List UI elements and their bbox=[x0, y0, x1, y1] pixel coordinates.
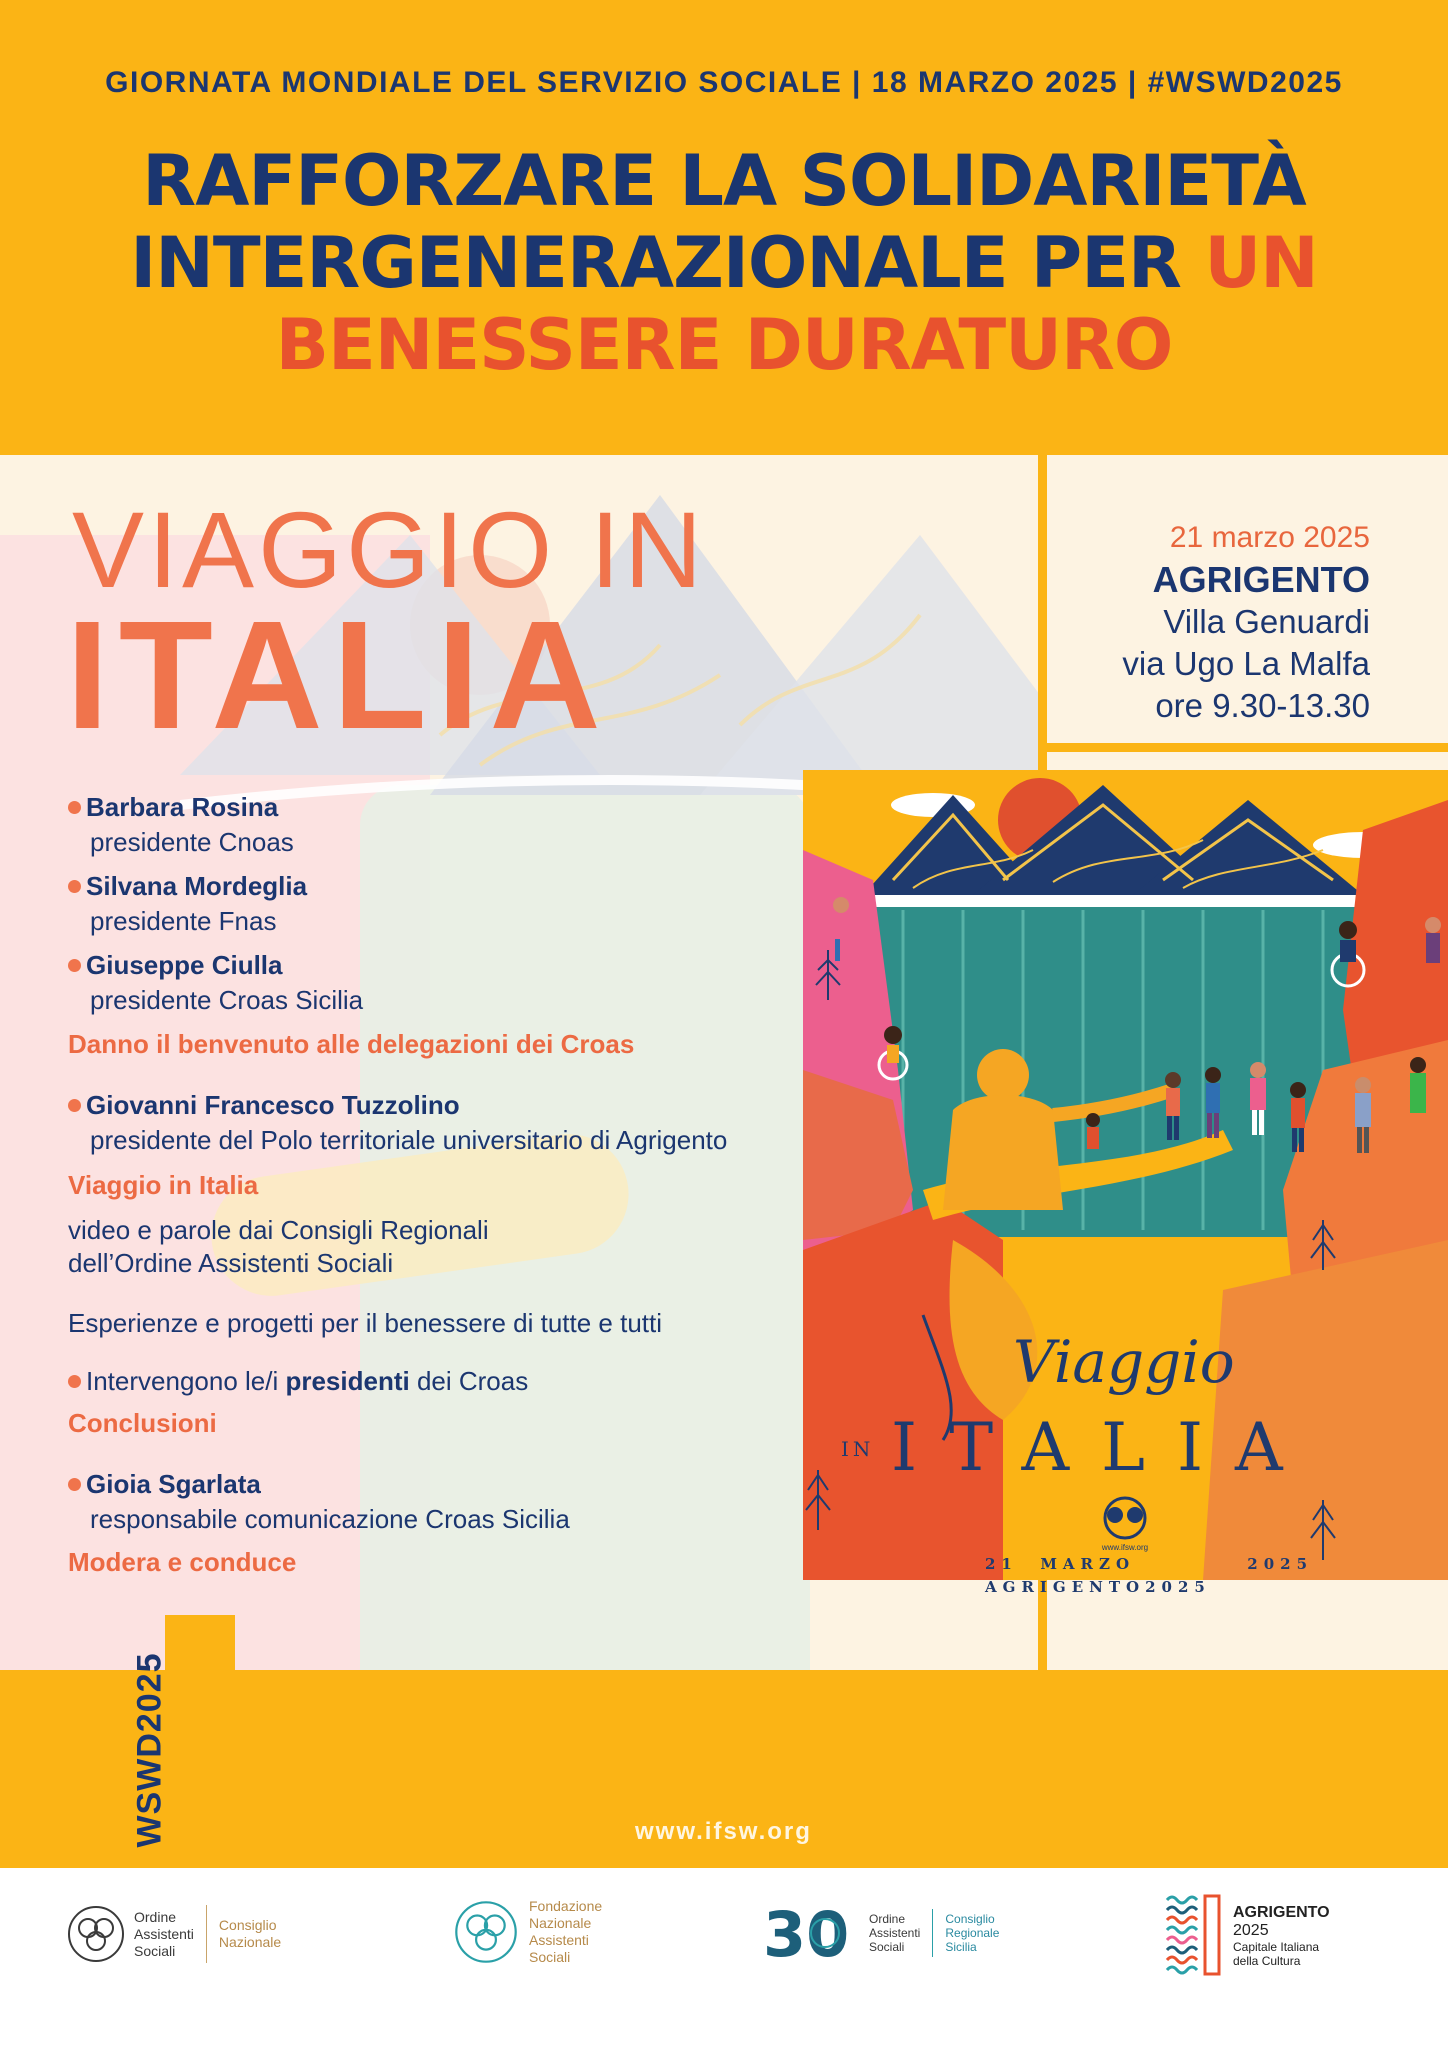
bullet-dot bbox=[68, 959, 81, 972]
logo-croas-sub3: Sicilia bbox=[945, 1940, 977, 1954]
title-line-2 bbox=[0, 222, 1448, 304]
bullet-dot bbox=[68, 880, 81, 893]
ifsw-url[interactable]: www.ifsw.org bbox=[635, 1818, 812, 1845]
header-tagline: GIORNATA MONDIALE DEL SERVIZIO SOCIALE | 18 MARZO 2025 | #WSWD2025 bbox=[105, 66, 1343, 99]
logo-cnoas-sub2: Nazionale bbox=[218, 1934, 282, 1950]
logo-cnoas-line3: Sociali bbox=[134, 1942, 176, 1959]
cover-in: IN bbox=[841, 1437, 875, 1461]
logo-cnoas-line1: Ordine bbox=[134, 1908, 177, 1925]
section-viaggio: Viaggio in Italia bbox=[68, 1170, 259, 1200]
knot-teal-icon bbox=[453, 1899, 519, 1965]
logo-agrigento-2025 bbox=[1165, 1894, 1330, 1976]
speaker-4-name: Giovanni Francesco Tuzzolino bbox=[86, 1090, 460, 1120]
bullet-dot bbox=[68, 1099, 81, 1112]
logo-fnas-line1: Fondazione bbox=[529, 1898, 603, 1914]
logo-croas-sub1: Consiglio bbox=[945, 1912, 995, 1926]
speaker-4-role: presidente del Polo territoriale universitario di Agrigento bbox=[90, 1125, 728, 1155]
logo-30-number: 30 bbox=[763, 1898, 850, 1968]
bullet-dot bbox=[68, 801, 81, 814]
logo-separator bbox=[932, 1909, 933, 1957]
presidents-bold: presidenti bbox=[285, 1366, 410, 1396]
event-date: 21 marzo 2025 bbox=[1169, 521, 1370, 554]
logo-croas-line2: Assistenti bbox=[869, 1926, 921, 1940]
header-banner bbox=[0, 0, 1448, 455]
logo-fnas bbox=[453, 1898, 602, 1966]
logo-croas-sub bbox=[945, 1912, 999, 1954]
speaker-2 bbox=[68, 869, 307, 903]
bullet-dot bbox=[68, 1478, 81, 1491]
hero-italia: ITALIA bbox=[66, 589, 611, 761]
speaker-3-role: presidente Croas Sicilia bbox=[90, 985, 364, 1015]
welcome-caption: Danno il benvenuto alle delegazioni dei Croas bbox=[68, 1029, 635, 1059]
footer-logos bbox=[0, 1868, 1448, 2048]
logo-agrigento-line1: AGRIGENTO bbox=[1233, 1903, 1330, 1921]
speaker-5-role: responsabile comunicazione Croas Sicilia bbox=[90, 1504, 570, 1534]
speaker-5 bbox=[68, 1467, 261, 1501]
experiences-text: Esperienze e progetti per il benessere di tutte e tutti bbox=[68, 1308, 663, 1338]
event-venue: Villa Genuardi bbox=[1163, 603, 1370, 640]
cover-place-line: AGRIGENTO2025 bbox=[985, 1578, 1211, 1596]
logo-fnas-text bbox=[529, 1898, 602, 1966]
main-section bbox=[0, 455, 1448, 1670]
logo-cnoas-sub1: Consiglio bbox=[218, 1917, 277, 1933]
agrigento-pattern-icon bbox=[1165, 1894, 1223, 1976]
band-vertical-tab bbox=[165, 1615, 235, 1865]
logo-fnas-line3: Assistenti bbox=[529, 1932, 589, 1948]
logo-agrigento-line3: Capitale Italiana bbox=[1233, 1939, 1320, 1954]
logo-cnoas bbox=[66, 1904, 281, 1964]
logo-agrigento-line2: 2025 bbox=[1233, 1921, 1269, 1939]
logo-cnoas-line2: Assistenti bbox=[134, 1925, 194, 1942]
event-address: via Ugo La Malfa bbox=[1122, 645, 1370, 682]
logo-croas-line3: Sociali bbox=[869, 1940, 905, 1954]
hero-viaggio-in: VIAGGIO IN bbox=[72, 489, 707, 610]
cover-date-line: 21 MARZO 2025 bbox=[985, 1555, 1314, 1573]
title-line-3: BENESSERE DURATURO bbox=[275, 304, 1173, 386]
band-divider bbox=[1038, 1670, 1047, 1868]
speaker-3-name: Giuseppe Ciulla bbox=[86, 950, 283, 980]
horizontal-divider bbox=[1047, 743, 1448, 752]
conclusions-caption: Conclusioni bbox=[68, 1408, 217, 1438]
cover-text-layer bbox=[803, 770, 1448, 1580]
speaker-3 bbox=[68, 948, 283, 982]
cover-artwork bbox=[803, 770, 1448, 1580]
speaker-2-role: presidente Fnas bbox=[90, 906, 277, 936]
presidents-pre: Intervengono le/i bbox=[86, 1366, 286, 1396]
logo-croas-text bbox=[869, 1912, 920, 1954]
moderator-caption: Modera e conduce bbox=[68, 1547, 297, 1577]
video-line-1: video e parole dai Consigli Regionali bbox=[68, 1215, 489, 1245]
speaker-1-role: presidente Cnoas bbox=[90, 827, 294, 857]
cover-italia: ITALIA bbox=[891, 1409, 1315, 1486]
speaker-1 bbox=[68, 790, 278, 824]
bullet-dot bbox=[68, 1375, 81, 1388]
anniversary-30-icon bbox=[763, 1898, 863, 1968]
logo-croas-sub2: Regionale bbox=[945, 1926, 1000, 1940]
event-city: AGRIGENTO bbox=[1152, 559, 1370, 600]
logo-croas-line1: Ordine bbox=[869, 1912, 906, 1926]
logo-fnas-line2: Nazionale bbox=[529, 1915, 592, 1931]
logo-fnas-line4: Sociali bbox=[529, 1949, 571, 1965]
logo-agrigento-line4: della Cultura bbox=[1233, 1953, 1301, 1968]
event-time: ore 9.30-13.30 bbox=[1155, 687, 1370, 724]
page-title bbox=[0, 140, 1448, 386]
hashtag-vertical: WSWD2025 bbox=[130, 1652, 169, 1848]
title-line-2-main: INTERGENERAZIONALE PER bbox=[130, 222, 1205, 304]
cover-ifsw-url: www.ifsw.org bbox=[1101, 1543, 1149, 1552]
logo-croas-sicilia bbox=[763, 1898, 999, 1968]
presidents-post: dei Croas bbox=[409, 1366, 529, 1396]
logo-cnoas-text bbox=[134, 1909, 194, 1960]
video-line-2: dell’Ordine Assistenti Sociali bbox=[68, 1248, 394, 1278]
event-info bbox=[1122, 517, 1370, 727]
speaker-2-name: Silvana Mordeglia bbox=[86, 871, 308, 901]
logo-agrigento-text bbox=[1233, 1903, 1330, 1968]
presidents-line bbox=[68, 1364, 528, 1398]
logo-separator bbox=[206, 1905, 207, 1963]
title-line-1: RAFFORZARE LA SOLIDARIETÀ bbox=[142, 140, 1306, 222]
knot-icon bbox=[66, 1904, 126, 1964]
speaker-5-name: Gioia Sgarlata bbox=[86, 1469, 261, 1499]
title-line-2-accent: UN bbox=[1204, 222, 1318, 304]
logo-cnoas-sub bbox=[219, 1917, 281, 1951]
speaker-1-name: Barbara Rosina bbox=[86, 792, 279, 822]
speaker-4 bbox=[68, 1088, 460, 1122]
cover-script-title: Viaggio bbox=[1013, 1328, 1235, 1396]
